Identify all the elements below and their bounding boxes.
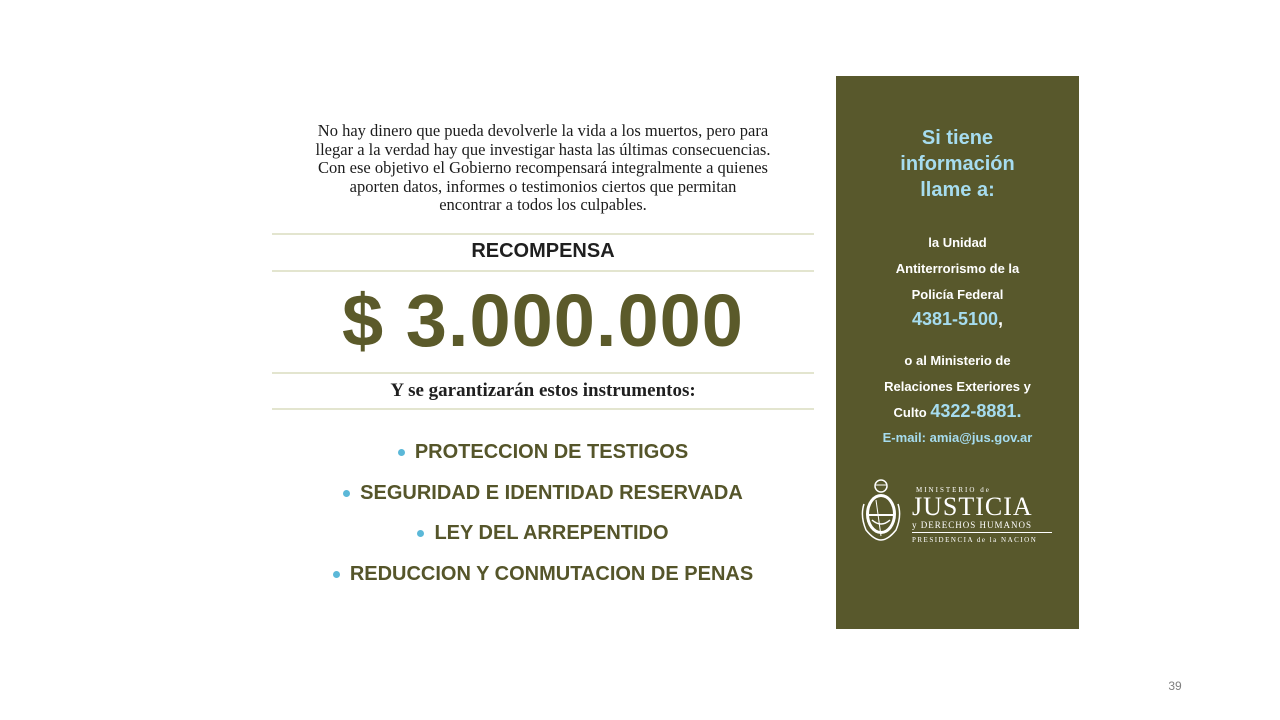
intro-line: No hay dinero que pueda devolverle la vida a los muertos, pero para <box>317 121 769 140</box>
reward-amount: $ 3.000.000 <box>342 279 744 362</box>
intro-paragraph <box>272 122 814 215</box>
bullet-dot-icon <box>398 449 405 456</box>
bullet-dot-icon <box>343 490 350 497</box>
coat-of-arms-icon <box>858 476 904 546</box>
unit-line: Antiterrorismo de la <box>895 261 1020 276</box>
ministry-phone: 4322-8881. <box>930 401 1022 421</box>
list-item: REDUCCION Y CONMUTACION DE PENAS <box>272 559 814 600</box>
guarantee-heading: Y se garantizarán estos instrumentos: <box>390 380 696 401</box>
ministry-line: o al Ministerio de <box>904 353 1011 368</box>
contact-panel <box>836 76 1079 629</box>
contact-email[interactable]: E-mail: amia@jus.gov.ar <box>882 430 1033 445</box>
ministry-line: Relaciones Exteriores y <box>884 379 1031 394</box>
list-item: LEY DEL ARREPENTIDO <box>272 518 814 559</box>
intro-line: aporten datos, informes o testimonios ciertos que permitan <box>349 176 737 196</box>
contact-callout: Si tiene información llame a: <box>900 127 1015 201</box>
instruments-list <box>272 437 814 599</box>
divider <box>272 372 814 374</box>
divider <box>272 408 814 410</box>
divider <box>272 270 814 272</box>
ministry-logo <box>858 476 1058 548</box>
intro-line: Con ese objetivo el Gobierno recompensará integralmente a quienes <box>318 158 768 177</box>
ministry-line: Culto 4322-8881. <box>893 401 1022 421</box>
unit-phone: 4381-5100, <box>911 309 1004 329</box>
list-item: SEGURIDAD E IDENTIDAD RESERVADA <box>272 478 814 519</box>
bullet-dot-icon <box>417 530 424 537</box>
intro-line: encontrar a todos los culpables. <box>439 195 647 214</box>
intro-line: llegar a la verdad hay que investigar hasta las últimas consecuencias. <box>315 139 771 159</box>
page-number: 39 <box>1168 679 1182 693</box>
unit-line: la Unidad <box>928 235 987 250</box>
bullet-dot-icon <box>333 571 340 578</box>
reward-label: RECOMPENSA <box>471 240 615 262</box>
unit-line: Policía Federal <box>911 287 1004 302</box>
ministry-logo-text: MINISTERIO de JUSTICIA y DERECHOS HUMANOS PRESIDENCIA de la NACION <box>912 486 1052 544</box>
divider <box>272 233 814 235</box>
list-item: PROTECCION DE TESTIGOS <box>272 437 814 478</box>
